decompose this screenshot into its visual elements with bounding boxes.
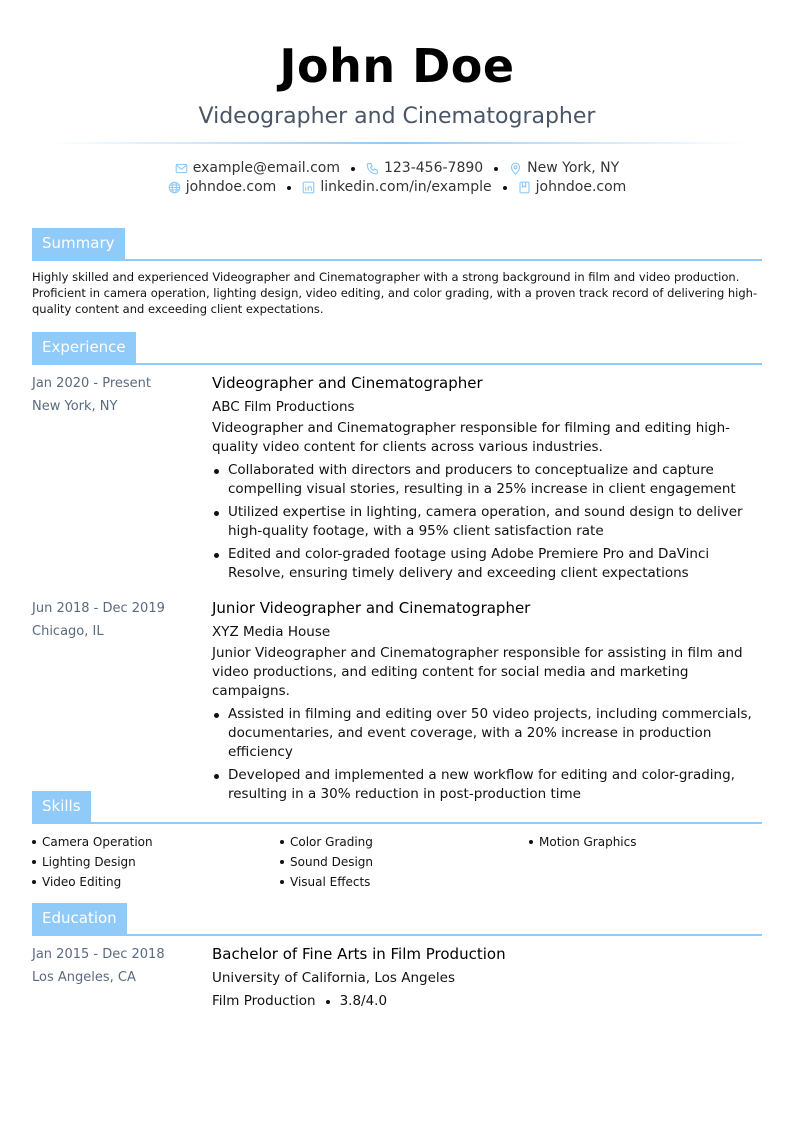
skill-item: Camera Operation xyxy=(32,832,280,852)
education-section xyxy=(32,903,762,1013)
entry-dates: Jan 2015 - Dec 2018 xyxy=(32,947,165,962)
contact-separator xyxy=(287,186,291,190)
entry-meta xyxy=(32,597,212,808)
header-divider xyxy=(47,142,747,144)
entry-location: Los Angeles, CA xyxy=(32,970,136,985)
skill-empty-cell xyxy=(529,852,762,872)
contact-row-2 xyxy=(0,178,794,197)
skill-item: Color Grading xyxy=(280,832,529,852)
linkedin-text: linkedin.com/in/example xyxy=(320,179,492,195)
contact-separator xyxy=(494,167,498,171)
candidate-title: Videographer and Cinematographer xyxy=(198,104,596,129)
section-title: Summary xyxy=(32,228,125,259)
entry-body xyxy=(212,943,762,1013)
entry-dates: Jan 2020 - Present xyxy=(32,376,151,391)
section-header xyxy=(32,903,762,936)
experience-section xyxy=(32,332,762,808)
entry-description: Junior Videographer and Cinematographer responsible for assisting in film and video productions, and editing content for social media and marketing campaigns. xyxy=(212,645,743,699)
entry-gpa: 3.8/4.0 xyxy=(339,993,388,1009)
portfolio-text: johndoe.com xyxy=(535,179,627,195)
entry-meta xyxy=(32,372,212,587)
email-text: example@email.com xyxy=(192,160,340,176)
section-title: Education xyxy=(32,903,127,934)
entry-role: Junior Videographer and Cinematographer xyxy=(212,599,531,617)
contact-row-1 xyxy=(0,159,794,178)
section-header xyxy=(32,332,762,365)
entry-meta xyxy=(32,943,212,1013)
map-pin-icon xyxy=(509,162,522,175)
experience-entry xyxy=(32,597,762,808)
contact-email[interactable] xyxy=(175,159,340,178)
summary-section xyxy=(32,228,762,317)
entry-school: University of California, Los Angeles xyxy=(212,970,456,986)
entry-body xyxy=(212,372,762,587)
skill-item: Motion Graphics xyxy=(529,832,762,852)
bullet-item: Utilized expertise in lighting, camera operation, and sound design to deliver high-quality footage, with a 95% client satisfaction rate xyxy=(212,503,762,541)
phone-icon xyxy=(366,162,379,175)
entry-description: Videographer and Cinematographer responsible for filming and editing high-quality video content for clients across various industries. xyxy=(212,420,731,455)
entry-company: ABC Film Productions xyxy=(212,399,355,415)
summary-text: Highly skilled and experienced Videographer and Cinematographer with a strong background in film and video production. Proficient in camera operation, lighting design, video editing, and color grading, with a proven track record of delivering high-quality content and exceeding client expectations. xyxy=(32,270,758,316)
contact-phone[interactable] xyxy=(366,159,483,178)
bullet-item: Assisted in filming and editing over 50 video projects, including commercials, documentaries, and event coverage, with a 20% increase in production efficiency xyxy=(212,705,762,762)
experience-entry xyxy=(32,372,762,587)
skill-item: Video Editing xyxy=(32,872,280,892)
section-header xyxy=(32,791,762,824)
candidate-name: John Doe xyxy=(279,39,515,93)
linkedin-icon xyxy=(302,181,315,194)
entry-body xyxy=(212,597,762,808)
section-header xyxy=(32,228,762,261)
contact-separator xyxy=(503,186,507,190)
skills-section xyxy=(32,791,762,892)
website-text: johndoe.com xyxy=(185,179,277,195)
entry-meta-line xyxy=(212,990,762,1013)
entry-degree: Bachelor of Fine Arts in Film Production xyxy=(212,945,506,963)
bullet-item: Edited and color-graded footage using Adobe Premiere Pro and DaVinci Resolve, ensuring timely delivery and exceeding client expectations xyxy=(212,545,762,583)
skills-grid xyxy=(32,832,762,892)
entry-location: New York, NY xyxy=(32,399,118,414)
entry-role: Videographer and Cinematographer xyxy=(212,374,483,392)
skill-item: Visual Effects xyxy=(280,872,529,892)
contact-linkedin[interactable] xyxy=(302,178,491,197)
contact-separator xyxy=(351,167,355,171)
mail-icon xyxy=(175,162,188,175)
entry-field: Film Production xyxy=(212,993,316,1009)
globe-icon xyxy=(168,181,181,194)
location-text: New York, NY xyxy=(527,160,620,176)
contact-location xyxy=(509,159,619,178)
resume-header xyxy=(0,0,794,197)
contact-portfolio[interactable] xyxy=(518,178,627,197)
entry-location: Chicago, IL xyxy=(32,624,104,639)
section-title: Experience xyxy=(32,332,136,363)
bullet-item: Developed and implemented a new workflow for editing and color-grading, resulting in a 30% reduction in post-production time xyxy=(212,766,762,804)
entry-bullets xyxy=(212,461,762,583)
entry-dates: Jun 2018 - Dec 2019 xyxy=(32,601,165,616)
skill-item: Sound Design xyxy=(280,852,529,872)
skill-item: Lighting Design xyxy=(32,852,280,872)
contact-website[interactable] xyxy=(168,178,277,197)
entry-bullets xyxy=(212,705,762,804)
bullet-item: Collaborated with directors and producers to conceptualize and capture compelling visual stories, resulting in a 25% increase in client engagement xyxy=(212,461,762,499)
bookmark-icon xyxy=(518,181,531,194)
section-title: Skills xyxy=(32,791,91,822)
education-entry xyxy=(32,943,762,1013)
meta-separator xyxy=(326,1000,330,1004)
entry-company: XYZ Media House xyxy=(212,624,331,640)
phone-text: 123-456-7890 xyxy=(383,160,484,176)
